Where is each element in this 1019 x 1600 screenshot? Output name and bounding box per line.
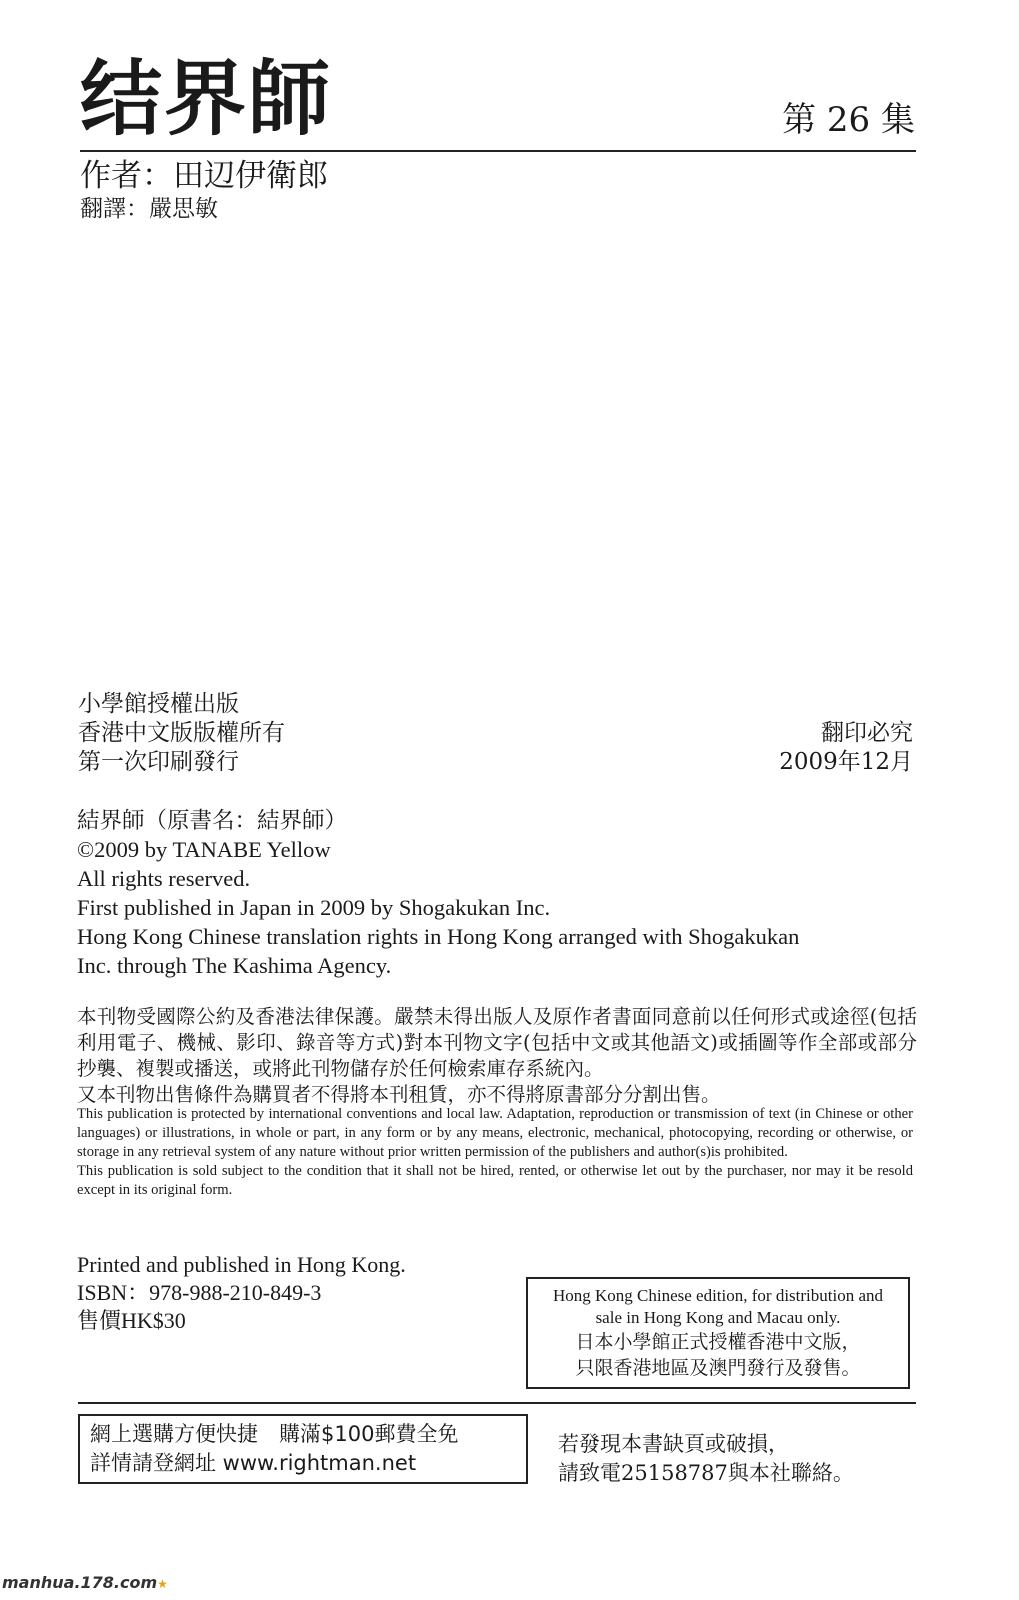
reprint-notice: 翻印必究	[821, 720, 913, 746]
distribution-box	[526, 1277, 910, 1389]
isbn-line: ISBN：978-988-210-849-3	[77, 1280, 322, 1305]
watermark-text: manhua.178.com	[2, 1573, 158, 1592]
distribution-en-line: sale in Hong Kong and Macau only.	[595, 1308, 841, 1327]
rights-reserved-line: All rights reserved.	[77, 866, 251, 891]
printing-info	[77, 1251, 406, 1335]
website-line: 詳情請登網址 www.rightman.net	[90, 1451, 417, 1475]
distribution-en-line: Hong Kong Chinese edition, for distribution and	[552, 1286, 884, 1305]
online-shop-line: 網上選購方便快捷 購滿$100郵費全免	[90, 1422, 459, 1446]
legal-zh-main: 本刊物受國際公約及香港法律保護。嚴禁未得出版人及原作者書面同意前以任何形式或途徑(包括利用電子、機械、影印、錄音等方式)對本刊物文字(包括中文或其他語文)或插圖等作全部或部分抄襲、複製或播送，或將此刊物儲存於任何檢索庫存系統內。	[77, 1005, 917, 1080]
agency-line: Inc. through The Kashima Agency.	[77, 953, 392, 978]
legal-notice-chinese	[77, 1004, 917, 1108]
translation-rights-line: Hong Kong Chinese translation rights in Hong Kong arranged with Shogakukan	[77, 924, 800, 949]
distribution-zh-line: 日本小學館正式授權香港中文版，	[575, 1331, 861, 1353]
author-line: 作者：田辺伊衛郎	[80, 158, 328, 194]
defect-notice	[558, 1430, 854, 1488]
publication-date: 2009年12月	[779, 749, 913, 775]
publication-info	[78, 690, 285, 777]
legal-notice-english	[77, 1105, 913, 1200]
copyright-block	[77, 806, 917, 980]
book-title: 结界師	[80, 51, 333, 147]
contact-line: 請致電25158787與本社聯絡。	[558, 1461, 854, 1485]
legal-zh-sale: 又本刊物出售條件為購買者不得將本刊租賃，亦不得將原書部分分割出售。	[77, 1083, 721, 1106]
bottom-divider	[78, 1402, 916, 1404]
online-shop-box	[78, 1414, 528, 1484]
legal-en-main: This publication is protected by international conventions and local law. Adaptation, reproduction or transmission of text (in Chinese or other languages) or illustrations, in whole or part, in any form or by any means, electronic, mechanical, photocopying, recording or otherwise, or storage in any retrieval system of any nature without prior written permission of the publishers and author(s)is prohibited.	[77, 1106, 913, 1160]
star-icon: ★	[157, 1577, 168, 1591]
legal-en-sale: This publication is sold subject to the condition that it shall not be hired, rented, or otherwise let out by the purchaser, nor may it be resold except in its original form.	[77, 1163, 913, 1198]
first-published-line: First published in Japan in 2009 by Shogakukan Inc.	[77, 895, 551, 920]
printed-line: Printed and published in Hong Kong.	[77, 1252, 406, 1277]
top-divider	[80, 150, 916, 152]
copyright-line: ©2009 by TANABE Yellow	[77, 837, 331, 862]
publication-notice	[779, 719, 913, 777]
price-line: 售價HK$30	[77, 1308, 186, 1333]
distribution-zh-line: 只限香港地區及澳門發行及發售。	[575, 1357, 861, 1379]
translator-line: 翻譯：嚴思敏	[80, 196, 218, 222]
volume-number: 第 26 集	[782, 100, 915, 140]
publication-line: 香港中文版版權所有	[78, 720, 285, 746]
defect-line: 若發現本書缺頁或破損，	[558, 1432, 789, 1456]
publication-line: 小學館授權出版	[78, 691, 239, 717]
publication-line: 第一次印刷發行	[78, 749, 239, 775]
original-title-line: 結界師（原書名：結界師）	[77, 808, 348, 833]
site-watermark	[2, 1573, 168, 1592]
